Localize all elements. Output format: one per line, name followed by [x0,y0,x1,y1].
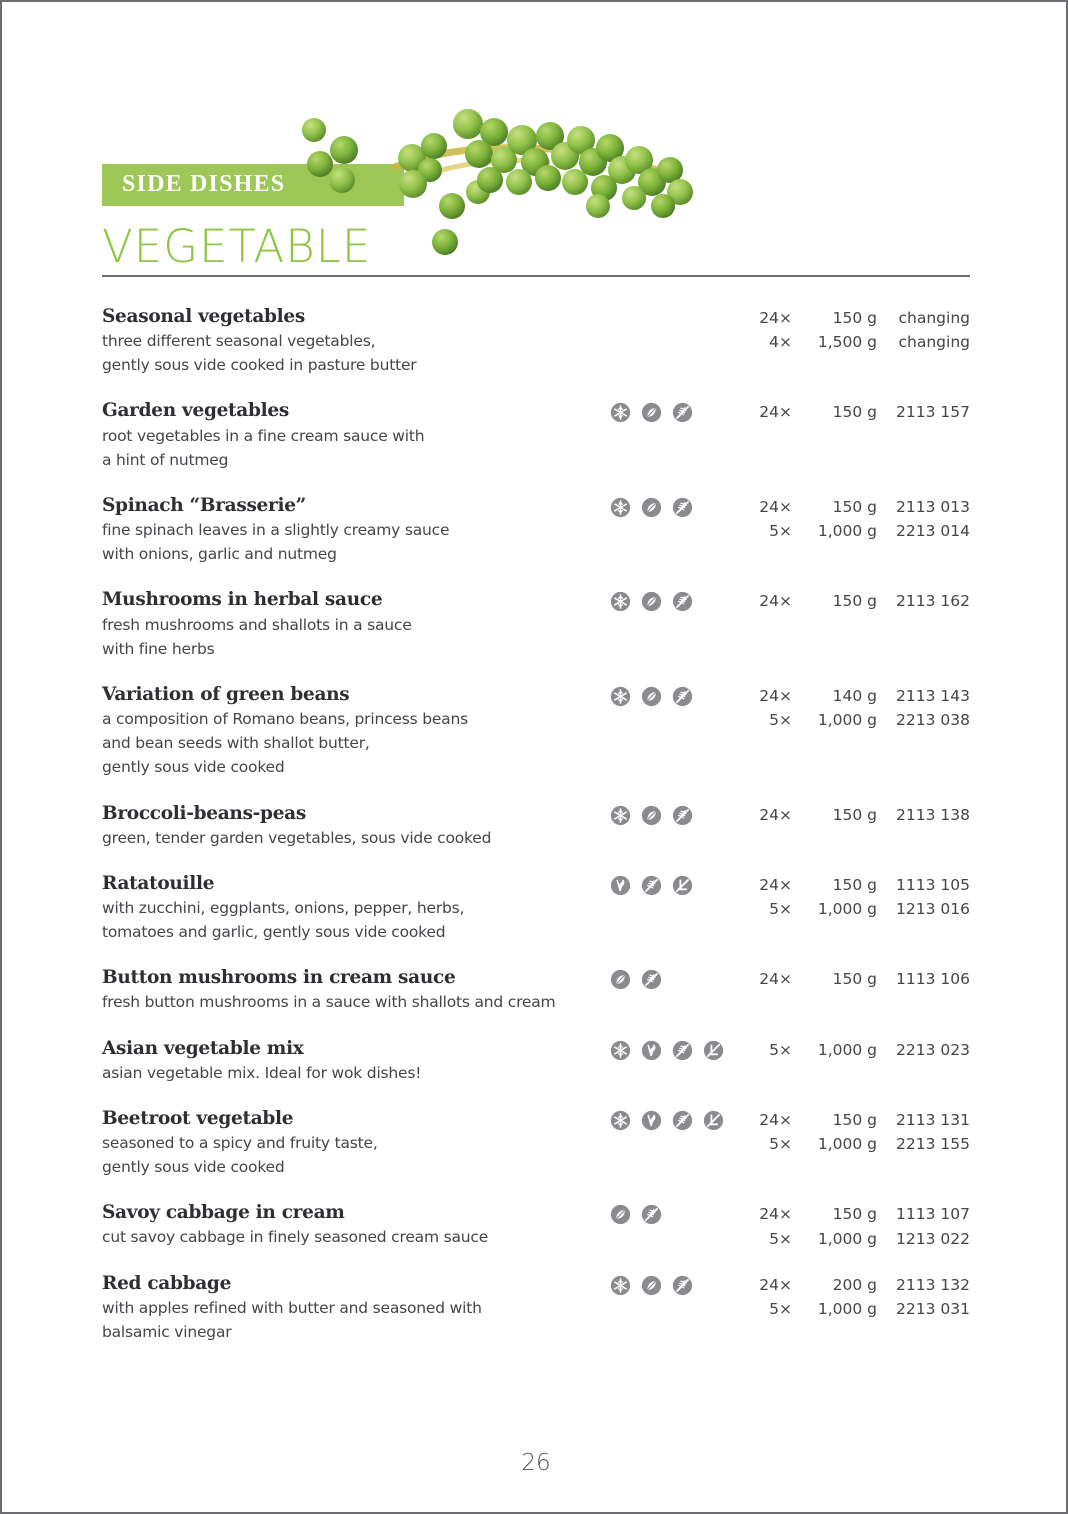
product-name: Seasonal vegetables [102,306,305,327]
variant-weight: 1,000 g [817,1040,877,1059]
snowflake-icon [610,686,631,707]
product-head [102,683,970,730]
product-specs [730,589,970,613]
product-description: green, tender garden vegetables, sous vide cooked [102,828,492,847]
variant-weight: 1,000 g [817,522,877,541]
product-variant-row [730,1273,970,1297]
variant-quantity: 5× [769,899,792,918]
variant-quantity: 24× [759,875,792,894]
product-specs [730,1273,970,1321]
variant-article-number: 1213 016 [896,899,970,918]
leaf-icon [641,497,662,518]
page-header [102,112,970,282]
variant-weight: 1,500 g [817,333,877,352]
product-name: Mushrooms in herbal sauce [102,589,383,611]
product-icon-group [610,969,662,990]
gluten-free-icon [641,969,662,990]
product-row [102,494,970,588]
header-divider [102,275,970,277]
product-head [102,305,970,352]
product-description: fine spinach leaves in a slightly creamy sauce with onions, garlic and nutmeg [102,521,450,564]
snowflake-icon [610,1040,631,1061]
variant-weight: 1,000 g [817,1135,877,1154]
leaf-icon [641,402,662,423]
product-description: seasoned to a spicy and fruity taste, gently sous vide cooked [102,1134,378,1177]
variant-weight: 150 g [832,970,877,989]
product-head [102,1037,970,1060]
product-list [102,305,970,1366]
leaf-icon [641,686,662,707]
product-name: Variation of green beans [102,683,350,705]
product-icon-group [610,875,693,896]
product-head [102,966,970,989]
product-description: three different seasonal vegetables, gently sous vide cooked in pasture butter [102,332,417,375]
variant-article-number: 2213 014 [896,522,970,541]
product-description: with apples refined with butter and seasoned with balsamic vinegar [102,1298,482,1341]
product-description: fresh mushrooms and shallots in a sauce with fine herbs [102,615,412,658]
lactose-free-icon [672,875,693,896]
product-name: Beetroot vegetable [102,1107,294,1129]
leaf-icon [641,1275,662,1296]
gluten-free-icon [672,1275,693,1296]
variant-article-number: 2213 155 [896,1135,970,1154]
vegan-sprout-icon [641,1110,662,1131]
product-row [102,1107,970,1201]
product-variant-row [730,589,970,613]
variant-weight: 140 g [832,686,877,705]
variant-article-number: 1113 105 [896,875,970,894]
product-head [102,802,970,825]
gluten-free-icon [672,497,693,518]
gluten-free-icon [672,686,693,707]
snowflake-icon [610,497,631,518]
variant-weight: 150 g [832,403,877,422]
variant-quantity: 24× [759,1110,792,1129]
product-head [102,588,970,611]
product-row [102,802,970,872]
product-variant-row [730,1132,970,1156]
variant-quantity: 5× [769,522,792,541]
product-icon-group [610,591,693,612]
product-variant-row [730,400,970,424]
product-head [102,1107,970,1154]
product-variant-row [730,495,970,519]
vegan-sprout-icon [641,1040,662,1061]
product-variant-row [730,330,970,354]
product-icon-group [610,1275,693,1296]
variant-quantity: 5× [769,1135,792,1154]
variant-weight: 200 g [832,1275,877,1294]
product-variant-row [730,1202,970,1226]
snowflake-icon [610,1110,631,1131]
product-icon-group [610,805,693,826]
product-variant-row [730,803,970,827]
gluten-free-icon [672,402,693,423]
product-head [102,399,970,422]
product-name: Garden vegetables [102,400,289,422]
product-description: with zucchini, eggplants, onions, pepper, herbs, tomatoes and garlic, gently sous vide cooked [102,898,465,942]
category-banner [102,164,404,206]
variant-quantity: 24× [759,592,792,611]
variant-weight: 1,000 g [817,1229,877,1248]
variant-article-number: changing [898,309,970,327]
product-row [102,683,970,802]
variant-quantity: 5× [769,711,792,730]
snowflake-icon [610,402,631,423]
variant-quantity: 24× [759,686,792,705]
product-head [102,872,970,918]
product-variant-row [730,873,970,897]
gluten-free-icon [672,1040,693,1061]
product-variant-row [730,967,970,991]
product-icon-group [610,1040,724,1061]
snowflake-icon [610,591,631,612]
variant-quantity: 5× [769,1229,792,1248]
product-specs [730,495,970,543]
variant-quantity: 24× [759,309,792,327]
variant-weight: 1,000 g [817,1299,877,1318]
product-name: Ratatouille [102,872,215,894]
product-variant-row [730,1227,970,1251]
product-variant-row [730,1108,970,1132]
variant-article-number: 2113 143 [896,686,970,705]
variant-article-number: 2113 138 [896,805,970,824]
product-name: Broccoli-beans-peas [102,802,306,824]
variant-quantity: 24× [759,970,792,989]
gluten-free-icon [672,805,693,826]
variant-quantity: 24× [759,497,792,516]
product-description: cut savoy cabbage in finely seasoned cream sauce [102,1228,489,1247]
product-row [102,966,970,1036]
product-variant-row [730,519,970,543]
variant-article-number: 1113 106 [896,970,970,989]
product-variant-row [730,1297,970,1321]
product-icon-group [610,497,693,518]
product-name: Button mushrooms in cream sauce [102,967,456,989]
product-row [102,588,970,682]
product-specs [730,306,970,354]
product-row [102,872,970,966]
variant-article-number: 2113 132 [896,1275,970,1294]
product-variant-row [730,897,970,921]
variant-article-number: 2113 013 [896,497,970,516]
page-number: 26 [521,1450,551,1476]
leaf-icon [610,969,631,990]
variant-quantity: 24× [759,805,792,824]
page-title: VEGETABLE [102,220,372,273]
product-head [102,1272,970,1318]
variant-quantity: 24× [759,1205,792,1224]
lactose-free-icon [703,1040,724,1061]
gluten-free-icon [641,875,662,896]
variant-article-number: 2113 162 [896,592,970,611]
variant-quantity: 24× [759,1275,792,1294]
product-variant-row [730,684,970,708]
variant-article-number: 2113 131 [896,1110,970,1129]
product-row [102,1272,970,1366]
snowflake-icon [610,805,631,826]
variant-quantity: 24× [759,403,792,422]
variant-article-number: 2113 157 [896,403,970,422]
product-variant-row [730,1038,970,1062]
product-description: a composition of Romano beans, princess beans and bean seeds with shallot butter, gently sous vide cooked [102,710,468,777]
product-row [102,399,970,493]
variant-weight: 150 g [832,805,877,824]
leaf-icon [641,591,662,612]
product-description: root vegetables in a fine cream sauce with a hint of nutmeg [102,426,425,469]
variant-article-number: 2213 038 [896,711,970,730]
variant-weight: 150 g [832,309,877,327]
product-icon-group [610,402,693,423]
variant-weight: 150 g [832,592,877,611]
product-name: Red cabbage [102,1272,232,1294]
leaf-icon [641,805,662,826]
variant-weight: 150 g [832,1205,877,1224]
variant-quantity: 5× [769,1040,792,1059]
product-row [102,1037,970,1107]
lactose-free-icon [703,1110,724,1131]
variant-article-number: 2213 031 [896,1299,970,1318]
snowflake-icon [610,1275,631,1296]
product-name: Spinach “Brasserie” [102,494,307,516]
product-name: Asian vegetable mix [102,1037,304,1059]
variant-weight: 1,000 g [817,899,877,918]
gluten-free-icon [672,1110,693,1131]
variant-quantity: 5× [769,1299,792,1318]
product-row [102,1201,970,1271]
product-row [102,305,970,399]
variant-weight: 150 g [832,875,877,894]
product-specs [730,803,970,827]
gluten-free-icon [672,591,693,612]
category-banner-label: SIDE DISHES [122,170,286,197]
variant-article-number: 1113 107 [896,1205,970,1224]
product-specs [730,684,970,732]
variant-article-number: 1213 022 [896,1229,970,1248]
product-name: Savoy cabbage in cream [102,1202,345,1224]
product-specs [730,1202,970,1250]
variant-weight: 150 g [832,497,877,516]
product-description: asian vegetable mix. Ideal for wok dishes! [102,1063,422,1082]
product-specs [730,873,970,921]
variant-article-number: 2213 023 [896,1040,970,1059]
variant-weight: 150 g [832,1110,877,1129]
product-specs [730,1108,970,1156]
product-variant-row [730,306,970,330]
product-head [102,494,970,541]
product-specs [730,1038,970,1062]
product-icon-group [610,1110,724,1131]
variant-article-number: changing [898,333,970,352]
product-icon-group [610,1204,662,1225]
gluten-free-icon [641,1204,662,1225]
vegan-sprout-icon [610,875,631,896]
product-specs [730,967,970,991]
product-variant-row [730,708,970,732]
leaf-icon [610,1204,631,1225]
product-icon-group [610,686,693,707]
variant-weight: 1,000 g [817,711,877,730]
product-specs [730,400,970,424]
product-description: fresh button mushrooms in a sauce with shallots and cream [102,993,556,1012]
variant-quantity: 4× [769,333,792,352]
